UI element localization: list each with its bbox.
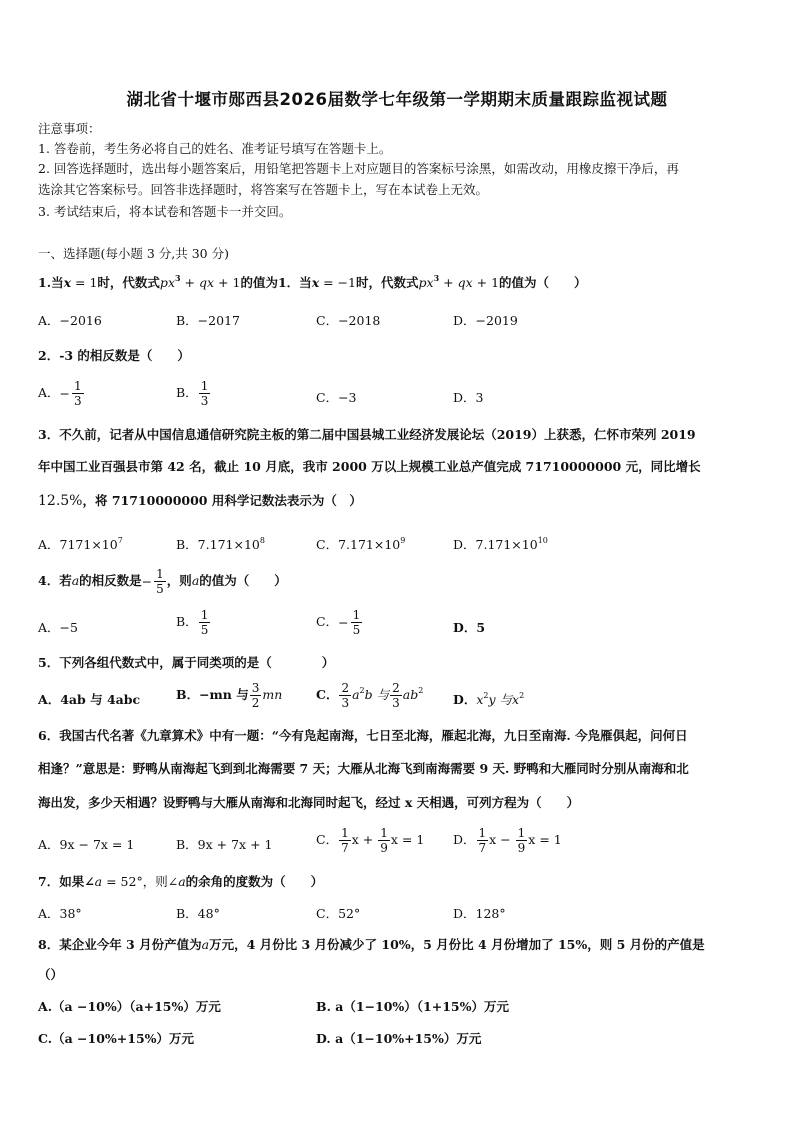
q1-option-c: C．−2018 [316, 313, 381, 328]
question-4: 4．若a的相反数是− $\frac{1}{5}$ ，则a的值为（ ） [38, 567, 287, 596]
question-3-line-1: 3．不久前，记者从中国信息通信研究院主板的第二届中国县城工业经济发展论坛（2019）上获悉，仁怀市荣列 2019 [38, 427, 696, 442]
question-6-line-2: 相逢？”意思是：野鸭从南海起飞到到北海需要 7 天；大雁从北海飞到南海需要 9 天. 野鸭和大雁同时分别从南海和北 [38, 761, 689, 776]
question-8-line-2: （） [38, 967, 64, 982]
question-3-line-3: 12.5%，将 71710000000 用科学记数法表示为（ ） [38, 493, 362, 509]
q4-option-c: C．− $\frac{1}{5}$ [316, 608, 361, 637]
q7-option-d: D．128° [453, 906, 506, 921]
q1-option-a: A．−2016 [38, 313, 102, 328]
q4-option-b: B． $\frac{1}{5}$ [176, 608, 209, 637]
notice-item-1: 1. 答卷前，考生务必将自己的姓名、准考证号填写在答题卡上。 [38, 141, 392, 156]
q5-option-b: B．−mn 与 $\frac{3}{2}$ mn [176, 681, 283, 710]
q3-option-a: A．$7171\times 10^7$ [38, 536, 123, 552]
q3-option-d: D．$7.171\times 10^{10}$ [453, 536, 548, 552]
q1-option-b: B．−2017 [176, 313, 240, 328]
question-6-line-1: 6．我国古代名著《九章算术》中有一题：“今有凫起南海，七日至北海，雁起北海，九日至南海. 今凫雁俱起，问何日 [38, 728, 688, 743]
question-1: 1.当x = 1时，代数式$px^3$ + qx + 1的值为1．当x = −1时，代数式$px^3$ + qx + 1的值为（ ） [38, 273, 587, 290]
q2-option-c: C．−3 [316, 390, 357, 405]
q2-option-a: A．− $\frac{1}{3}$ [38, 379, 82, 408]
notice-heading: 注意事项： [38, 121, 101, 136]
q5-option-a: A．4ab 与 4abc [38, 692, 141, 707]
question-5: 5．下列各组代数式中，属于同类项的是（ ） [38, 655, 335, 670]
exam-title: 湖北省十堰市郧西县2026届数学七年级第一学期期末质量跟踪监视试题 [126, 90, 668, 109]
question-3-line-2: 年中国工业百强县市第 42 名，截止 10 月底，我市 2000 万以上规模工业总产值完成 71710000000 元，同比增长 [38, 459, 701, 474]
notice-item-2-cont: 选涂其它答案标号。回答非选择题时，将答案写在答题卡上，写在本试卷上无效。 [38, 182, 489, 197]
q8-option-c: C.（a −10%+15%）万元 [38, 1031, 195, 1046]
q3-option-c: C．$7.171\times 10^9$ [316, 536, 406, 552]
q7-option-a: A．38° [38, 906, 82, 921]
notice-item-2: 2. 回答选择题时，选出每小题答案后，用铅笔把答题卡上对应题目的答案标号涂黑，如需改动，用橡皮擦干净后，再 [38, 161, 679, 176]
q5-option-c: C． $\frac{2}{3}$ $a^2b$ 与 $\frac{2}{3}$ $ab^2$ [316, 681, 424, 710]
q7-option-b: B．48° [176, 906, 220, 921]
q6-option-b: B．9x + 7x + 1 [176, 837, 273, 852]
q4-option-a: A．−5 [38, 620, 78, 635]
q1-option-d: D．−2019 [453, 313, 518, 328]
q4-option-d: D．5 [453, 620, 486, 635]
q8-option-b: B. a（1−10%）（1+15%）万元 [316, 999, 510, 1014]
q3-option-b: B．$7.171\times 10^8$ [176, 536, 265, 552]
notice-item-3: 3. 考试结束后，将本试卷和答题卡一并交回。 [38, 204, 292, 219]
question-2: 2．-3 的相反数是（ ） [38, 348, 190, 363]
question-8-line-1: 8．某企业今年 3 月份产值为a万元，4 月份比 3 月份减少了 10%，5 月份比 4 月份增加了 15%，则 5 月份的产值是 [38, 937, 705, 952]
q6-option-a: A．9x − 7x = 1 [38, 837, 135, 852]
section-heading: 一、选择题(每小题 3 分,共 30 分) [38, 246, 229, 261]
q7-option-c: C．52° [316, 906, 361, 921]
q2-option-d: D．3 [453, 390, 484, 405]
q2-option-b: B． $\frac{1}{3}$ [176, 379, 209, 408]
q8-option-a: A.（a −10%）（a+15%）万元 [38, 999, 221, 1014]
q6-option-d: D． $\frac{1}{7}$ x − $\frac{1}{9}$ x = 1 [453, 826, 562, 855]
q6-option-c: C． $\frac{1}{7}$ x + $\frac{1}{9}$ x = 1 [316, 826, 425, 855]
q8-option-d: D. a（1−10%+15%）万元 [316, 1031, 482, 1046]
question-6-line-3: 海出发，多少天相遇？设野鸭与大雁从南海和北海同时起飞，经过 x 天相遇，可列方程为（ ） [38, 795, 580, 810]
question-7: 7．如果∠a = 52°，则∠a的余角的度数为（ ） [38, 874, 324, 889]
q5-option-d: D．$x^2y$ 与$x^2$ [453, 691, 525, 707]
